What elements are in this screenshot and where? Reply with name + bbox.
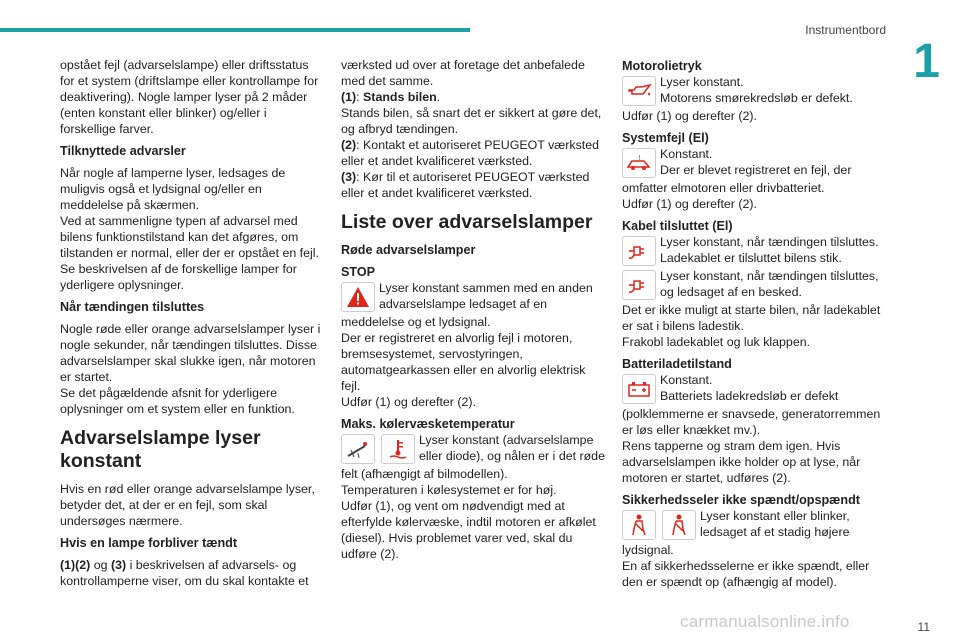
stop-vehicle-label: Stands bilen xyxy=(363,90,437,104)
cable-entry-1 xyxy=(622,234,884,268)
paragraph: Stands bilen, så snart det er sikkert at gøre det, og afbryd tændingen. xyxy=(341,106,602,136)
text: i beskrivelsen af advarsels- og kontrollamperne viser, om du skal kontakte et xyxy=(60,558,309,588)
subheading-system-fault: Systemfejl (El) xyxy=(622,131,709,145)
paragraph: Frakobl ladekablet og luk klappen. xyxy=(622,335,811,349)
paragraph: Konstant. xyxy=(660,373,713,387)
coolant-temperature-icon xyxy=(381,434,415,464)
paragraph: Når nogle af lamperne lyser, ledsages de muligvis også et lydsignal og/eller en meddelelse på skærmen. xyxy=(60,166,286,212)
paragraph: lydsignal. xyxy=(622,543,674,557)
paragraph: Hvis en rød eller orange advarselslampe lyser, betyder det, at der er en fejl, som skal undersøges nærmere. xyxy=(60,482,315,528)
oil-entry xyxy=(622,74,884,108)
paragraph: værksted ud over at foretage det anbefalede med det samme. xyxy=(341,58,585,88)
header-accent-bar xyxy=(0,28,470,32)
subheading-red-lamps: Røde advarselslamper xyxy=(341,243,476,257)
warning-triangle-icon xyxy=(341,282,375,312)
ref-1-2: (1)(2) xyxy=(60,558,91,572)
column-2 xyxy=(341,57,606,562)
ref-1: (1) xyxy=(341,90,357,104)
thermometer-needle-icon xyxy=(341,434,375,464)
paragraph: Lyser konstant (advarselslampe eller diode), og nålen er i det røde xyxy=(419,433,605,463)
paragraph: Udfør (1), og vent om nødvendigt med at efterfylde kølervæske, indtil motoren er afkølet (diesel). Hvis problemet varer ved, skal du udføre (2). xyxy=(341,499,596,561)
svg-text:!: ! xyxy=(638,154,641,162)
column-1 xyxy=(60,57,322,595)
paragraph: Motorens smørekredsløb er defekt. xyxy=(660,91,853,105)
list-item-stop-vehicle xyxy=(341,89,606,105)
paragraph: Konstant. xyxy=(660,147,713,161)
paragraph: Det er ikke muligt at starte bilen, når ladekablet er sat i bilens ladestik. xyxy=(622,303,881,333)
list-item-drive-workshop xyxy=(341,169,606,201)
charging-cable-icon xyxy=(622,236,656,266)
battery-entry xyxy=(622,372,884,406)
subheading-stop: STOP xyxy=(341,265,376,279)
paragraph: Udfør (1) og derefter (2). xyxy=(341,395,476,409)
list-item-contact-workshop xyxy=(341,137,606,169)
paragraph: Der er registreret en alvorlig fejl i motoren, bremsesystemet, servostyringen, automatgearkassen eller en alvorlig elektrisk fejl. xyxy=(341,331,586,393)
seatbelt-icon xyxy=(622,510,656,540)
subheading-lamp-remains-on: Hvis en lampe forbliver tændt xyxy=(60,536,238,550)
ref-3: (3) xyxy=(110,558,127,572)
cable-entry-2 xyxy=(622,268,884,302)
seatbelt-entry xyxy=(622,508,884,542)
paragraph: Se det pågældende afsnit for yderligere oplysninger om et system eller en funktion. xyxy=(60,386,295,416)
paragraph: En af sikkerhedsselerne er ikke spændt, eller den er spændt op (afhængig af model). xyxy=(622,559,870,589)
subheading-oil-pressure: Motorolietryk xyxy=(622,59,702,73)
text: . xyxy=(436,90,441,104)
paragraph: Lyser konstant sammen med en anden advarselslampe ledsaget af en xyxy=(379,281,593,311)
subheading-cable-connected: Kabel tilsluttet (El) xyxy=(622,219,733,233)
paragraph: Batteriets ladekredsløb er defekt xyxy=(660,389,839,403)
paragraph: Udfør (1) og derefter (2). xyxy=(622,109,757,123)
paragraph: (polklemmerne er snavsede, generatorremmen er løs eller knækket mv.). xyxy=(622,407,881,437)
text: : Kør til et autoriseret PEUGEOT værksted eller et andet kvalificeret værksted. xyxy=(341,170,590,200)
paragraph xyxy=(60,557,322,589)
paragraph: Lyser konstant, når tændingen tilsluttes, og ledsaget af en besked. xyxy=(660,269,879,299)
text: : Kontakt et autoriseret PEUGEOT værksted eller et andet kvalificeret værksted. xyxy=(341,138,600,168)
watermark: carmanualsonline.info xyxy=(680,612,850,631)
subheading-associated-warnings: Tilknyttede advarsler xyxy=(60,144,186,158)
text: : xyxy=(356,90,364,104)
coolant-entry xyxy=(341,432,606,466)
subheading-ignition-on: Når tændingen tilsluttes xyxy=(60,300,205,314)
stop-entry xyxy=(341,280,606,314)
chapter-number: 1 xyxy=(913,35,940,88)
paragraph: Lyser konstant. xyxy=(660,75,744,89)
system-fault-entry xyxy=(622,146,884,180)
paragraph: Temperaturen i kølesystemet er for høj. xyxy=(341,483,557,497)
paragraph: Nogle røde eller orange advarselslamper lyser i nogle sekunder, når tændingen tilsluttes. Disse advarselslamper skal slukke igen, når motoren er startet. xyxy=(60,322,321,384)
paragraph: omfatter elmotoren eller drivbatteriet. xyxy=(622,181,825,195)
page-number: 11 xyxy=(917,620,930,634)
subheading-battery-charge: Batteriladetilstand xyxy=(622,357,732,371)
paragraph: felt (afhængigt af bilmodellen). xyxy=(341,467,508,481)
section-title: Instrumentbord xyxy=(805,23,886,37)
paragraph: Lyser konstant eller blinker, ledsaget af et stadig højere xyxy=(700,509,850,539)
oil-can-icon xyxy=(622,76,656,106)
paragraph: Rens tapperne og stram dem igen. Hvis advarselslampen ikke holder op at lyse, når motoren er startet, udføres (2). xyxy=(622,439,861,485)
seatbelt-icon xyxy=(662,510,696,540)
charging-cable-icon xyxy=(622,270,656,300)
ref-2: (2) xyxy=(341,138,357,152)
paragraph: opstået fejl (advarselslampe) eller driftsstatus for et system (driftslampe eller kontrollampe for deaktivering). Nogle lamper lyser på 2 måder (enten konstant eller blinker) og/eller i forskellige farver. xyxy=(60,58,319,136)
subheading-seatbelt: Sikkerhedsseler ikke spændt/opspændt xyxy=(622,493,860,507)
paragraph: Der er blevet registreret en fejl, der xyxy=(660,163,852,177)
heading-warning-list: Liste over advarselslamper xyxy=(341,211,593,233)
paragraph: Lyser konstant, når tændingen tilsluttes. Ladekablet er tilsluttet bilens stik. xyxy=(660,235,879,265)
battery-icon xyxy=(622,374,656,404)
ref-3: (3) xyxy=(341,170,357,184)
paragraph: Udfør (1) og derefter (2). xyxy=(622,197,757,211)
heading-warning-lamp-constant: Advarselslampe lyser konstant xyxy=(60,427,261,472)
column-3 xyxy=(622,58,884,590)
paragraph: meddelelse og et lydsignal. xyxy=(341,315,491,329)
subheading-coolant-temp: Maks. kølervæsketemperatur xyxy=(341,417,515,431)
electric-system-fault-icon xyxy=(622,148,656,178)
paragraph: Ved at sammenligne typen af advarsel med bilens funktionstilstand kan det afgøres, om tilstanden er normal, eller der er opstået en fejl. Se beskrivelsen af de forskellige lamper for yderligere oplysninger. xyxy=(60,214,319,292)
text: og xyxy=(90,558,111,572)
